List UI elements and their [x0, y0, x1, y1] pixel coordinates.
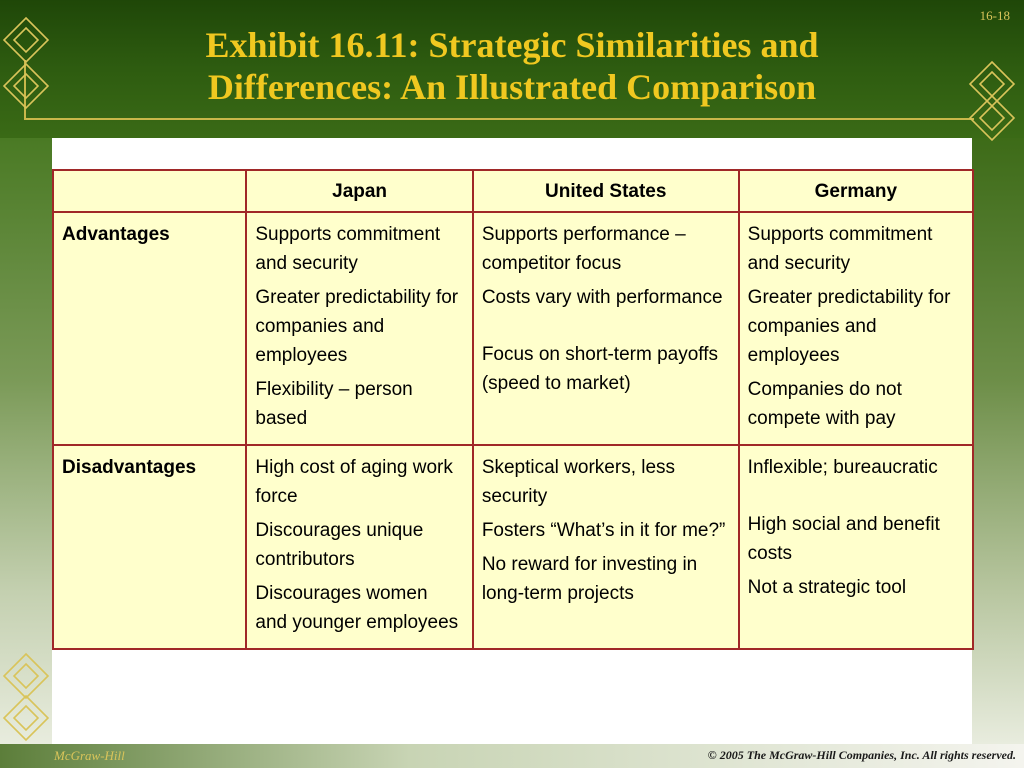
cell-item: Companies do not compete with pay — [747, 379, 902, 429]
diamond-ornament-bottom-left-icon — [0, 650, 52, 750]
cell-item: Fosters “What’s in it for me?” — [481, 520, 726, 541]
right-gradient-panel — [972, 138, 1024, 744]
copyright-notice: © 2005 The McGraw-Hill Companies, Inc. All rights reserved. — [707, 748, 1016, 762]
cell-item: Supports commitment and security — [747, 224, 933, 274]
table-row — [53, 445, 973, 649]
footer-band — [0, 744, 1024, 768]
table-cell — [739, 445, 973, 649]
diamond-ornament-top-right-icon — [966, 58, 1018, 158]
cell-item: Discourages women and younger employees — [255, 583, 459, 633]
table-cell — [246, 212, 472, 445]
header-cell-germany: Germany — [739, 170, 973, 212]
cell-item: High cost of aging work force — [255, 457, 453, 507]
cell-item: Flexibility – person based — [255, 379, 413, 429]
cell-item: Not a strategic tool — [747, 577, 907, 598]
table-cell — [473, 212, 739, 445]
cell-item: Supports commitment and security — [255, 224, 441, 274]
header-cell-united-states: United States — [473, 170, 739, 212]
diamond-ornament-top-left-icon — [0, 14, 52, 114]
cell-item: Inflexible; bureaucratic — [747, 457, 938, 478]
title-underline — [24, 118, 974, 120]
header-cell-japan: Japan — [246, 170, 472, 212]
page-title — [60, 24, 964, 108]
table-cell — [473, 445, 739, 649]
cell-item: Focus on short-term payoffs (speed to market) — [481, 344, 719, 394]
cell-item: Supports performance – competitor focus — [481, 224, 686, 274]
comparison-table — [52, 169, 974, 650]
cell-item: Costs vary with performance — [481, 287, 723, 308]
header-cell-empty — [53, 170, 246, 212]
cell-item: Greater predictability for companies and employees — [255, 287, 459, 366]
cell-item: Greater predictability for companies and employees — [747, 287, 951, 366]
cell-item: Discourages unique contributors — [255, 520, 424, 570]
row-label-advantages: Advantages — [53, 212, 246, 445]
cell-item: No reward for investing in long-term projects — [481, 554, 698, 604]
row-label-disadvantages: Disadvantages — [53, 445, 246, 649]
table-cell — [246, 445, 472, 649]
table-cell — [739, 212, 973, 445]
table-header-row — [53, 170, 973, 212]
slide-number: 16-18 — [979, 8, 1010, 23]
publisher-name: McGraw-Hill — [54, 748, 125, 763]
cell-item: High social and benefit costs — [747, 514, 940, 564]
title-line-2: Differences: An Illustrated Comparison — [207, 67, 817, 107]
title-line-1: Exhibit 16.11: Strategic Similarities and — [205, 25, 819, 65]
cell-item: Skeptical workers, less security — [481, 457, 676, 507]
table-row — [53, 212, 973, 445]
